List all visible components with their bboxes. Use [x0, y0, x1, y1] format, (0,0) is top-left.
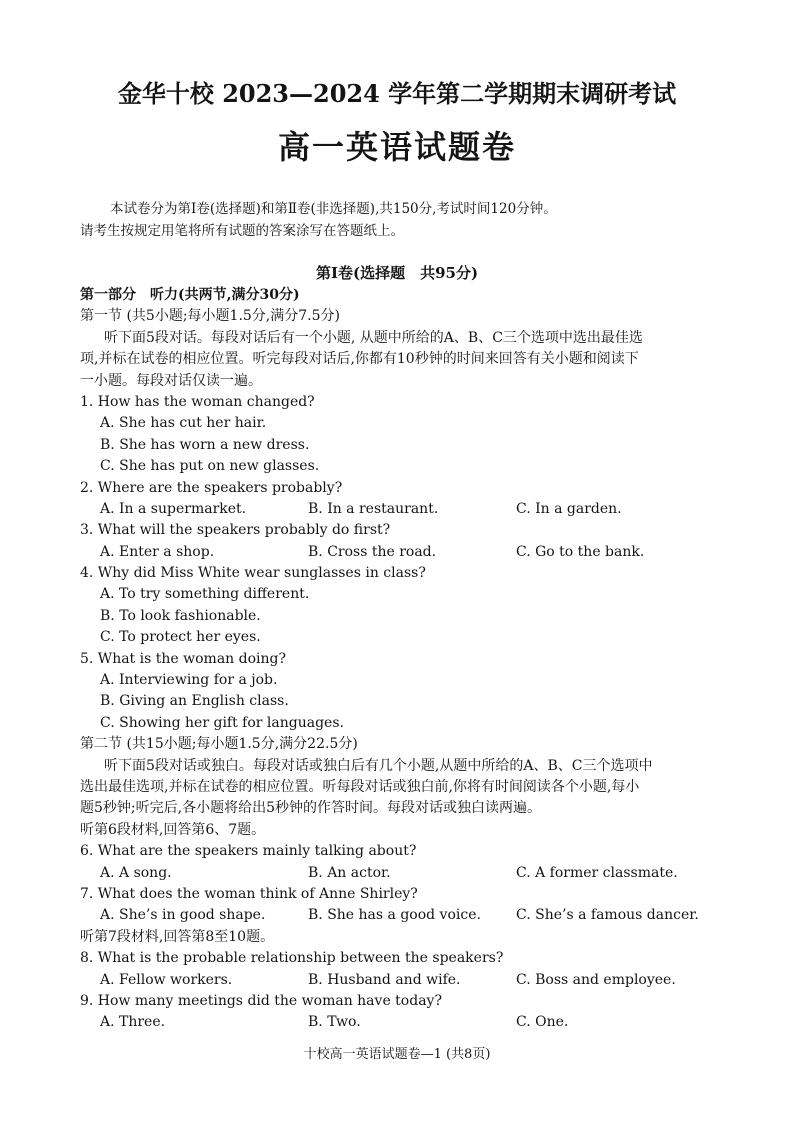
option-b: B. She has a good voice. — [308, 907, 481, 924]
instruction-line: 题5秒钟;听完后,各小题将给出5秒钟的作答时间。每段对话或独白读两遍。 — [80, 800, 541, 817]
option-b: B. In a restaurant. — [308, 500, 439, 517]
option-a: A. Fellow workers. — [100, 971, 233, 988]
option-a: A. Enter a shop. — [100, 543, 215, 560]
exam-title: 金华十校 2023—2024 学年第二学期期末调研考试 — [117, 79, 677, 108]
section-heading: 第一节 (共5小题;每小题1.5分,满分7.5分) — [80, 308, 340, 325]
option-b: B. Cross the road. — [308, 543, 437, 560]
option-b: B. Giving an English class. — [100, 693, 289, 710]
options-row — [80, 542, 730, 563]
option-a: A. In a supermarket. — [100, 500, 247, 517]
exam-subtitle: 高一英语试题卷 — [277, 128, 516, 166]
exam-intro — [80, 198, 720, 242]
option-c: C. One. — [516, 1014, 569, 1031]
instruction-line: 听下面5段对话。每段对话后有一个小题, 从题中所给的A、B、C三个选项中选出最佳选 — [104, 329, 643, 346]
intro-line: 请考生按规定用笔将所有试题的答案涂写在答题纸上。 — [80, 223, 404, 239]
option-b: B. She has worn a new dress. — [100, 436, 310, 453]
question-stem: 6. What are the speakers mainly talking about? — [80, 843, 417, 860]
options-row — [80, 1012, 730, 1033]
option-a: A. A song. — [100, 864, 172, 881]
options-row — [80, 905, 730, 926]
option-a: A. To try something different. — [100, 586, 310, 603]
part-heading: 第一部分 听力(共两节,满分30分) — [80, 287, 300, 303]
part1-listening — [80, 285, 730, 1034]
options-row — [80, 863, 730, 884]
options-row — [80, 499, 730, 520]
options-row — [80, 970, 730, 991]
question-stem: 2. Where are the speakers probably? — [80, 479, 343, 496]
option-c: C. In a garden. — [516, 500, 622, 517]
option-b: B. To look fashionable. — [100, 607, 261, 624]
option-b: B. Husband and wife. — [308, 971, 461, 988]
option-c: C. To protect her eyes. — [100, 629, 261, 646]
question-stem: 9. How many meetings did the woman have today? — [80, 992, 442, 1009]
instruction-line: 选出最佳选项,并标在试卷的相应位置。听每段对话或独白前,你将有时间阅读各个小题,每小 — [80, 778, 640, 795]
question-stem: 3. What will the speakers probably do first? — [80, 522, 391, 539]
option-b: B. An actor. — [308, 864, 391, 881]
option-a: A. She has cut her hair. — [100, 415, 267, 432]
material-group-label: 听第6段材料,回答第6、7题。 — [80, 821, 266, 838]
option-c: C. Go to the bank. — [516, 543, 645, 560]
option-c: C. Showing her gift for languages. — [100, 714, 344, 731]
option-c: C. She’s a famous dancer. — [516, 907, 699, 924]
option-a: A. Interviewing for a job. — [100, 672, 278, 689]
material-group-label: 听第7段材料,回答第8至10题。 — [80, 928, 275, 945]
section-heading: 第二节 (共15小题;每小题1.5分,满分22.5分) — [80, 736, 358, 753]
option-a: A. Three. — [100, 1014, 166, 1031]
question-stem: 7. What does the woman think of Anne Shirley? — [80, 885, 418, 902]
volume-title: 第Ⅰ卷(选择题 共95分) — [315, 264, 479, 282]
instruction-line: 听下面5段对话或独白。每段对话或独白后有几个小题,从题中所给的A、B、C三个选项中 — [104, 757, 653, 774]
question-stem: 4. Why did Miss White wear sunglasses in class? — [80, 565, 426, 582]
page-footer: 十校高一英语试题卷—1 (共8页) — [303, 1047, 491, 1062]
option-c: C. She has put on new glasses. — [100, 458, 320, 475]
option-b: B. Two. — [308, 1014, 361, 1031]
instruction-line: 项,并标在试卷的相应位置。听完每段对话后,你都有10秒钟的时间来回答有关小题和阅读下 — [80, 351, 639, 368]
option-a: A. She’s in good shape. — [100, 907, 266, 924]
option-c: C. A former classmate. — [516, 864, 678, 881]
instruction-line: 一小题。每段对话仅读一遍。 — [80, 372, 262, 389]
question-stem: 8. What is the probable relationship between the speakers? — [80, 950, 504, 967]
question-stem: 1. How has the woman changed? — [80, 393, 315, 410]
question-stem: 5. What is the woman doing? — [80, 650, 286, 667]
intro-line: 本试卷分为第Ⅰ卷(选择题)和第Ⅱ卷(非选择题),共150分,考试时间120分钟。 — [110, 201, 557, 217]
option-c: C. Boss and employee. — [516, 971, 676, 988]
